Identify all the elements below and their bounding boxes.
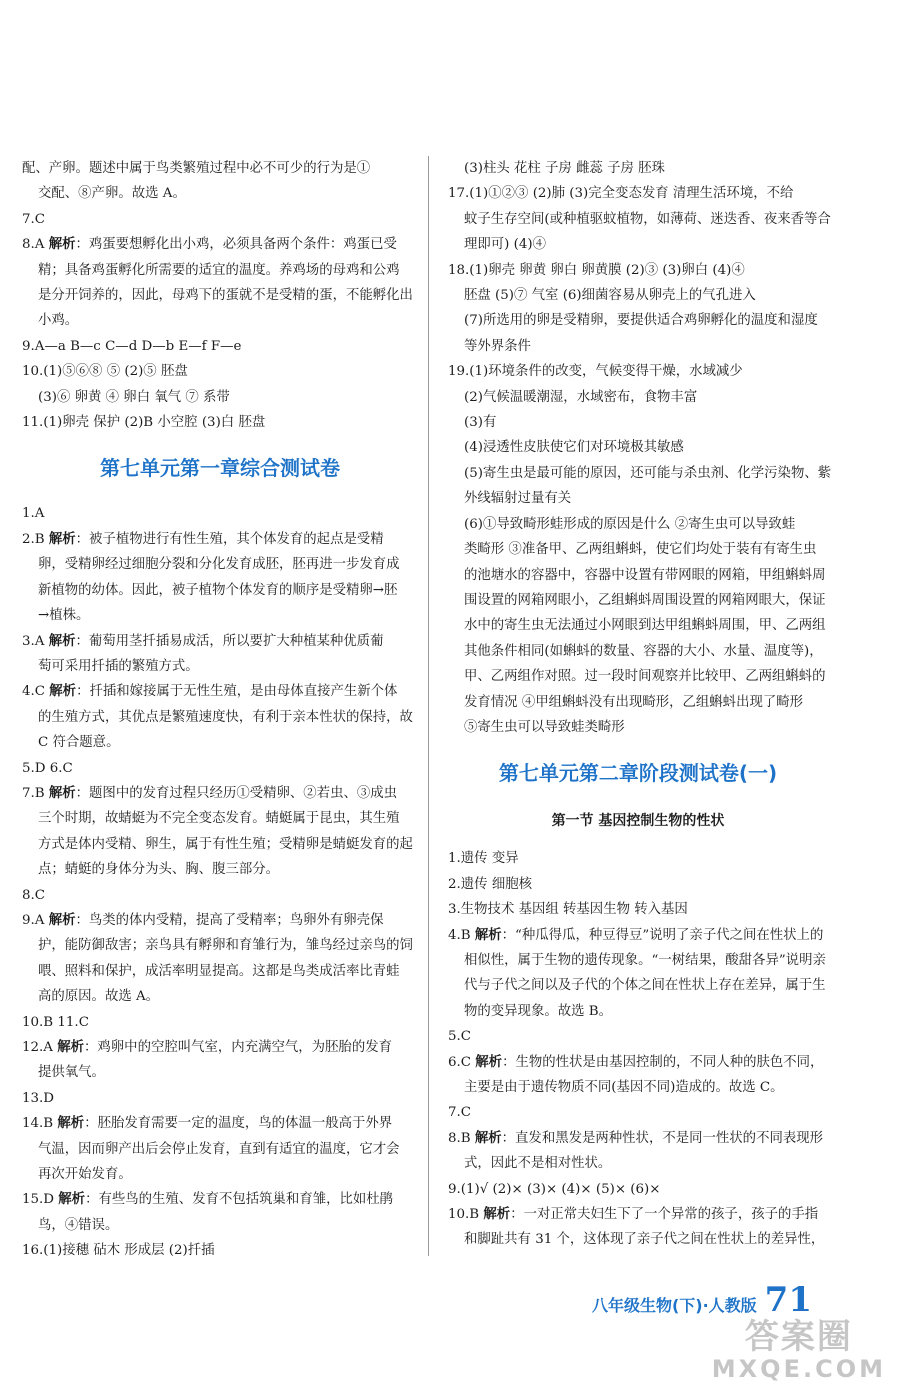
answer-line: →植株。 (38, 608, 90, 624)
answer-line: 5.C (448, 1029, 472, 1045)
answer-line: 13.D (22, 1090, 55, 1106)
answer-line: 甲、乙两组作对照。过一段时间观察并比较甲、乙两组蝌蚪的 (464, 669, 826, 685)
answer-line: 7.C (448, 1105, 472, 1121)
answer-line: 1.遗传 变异 (448, 851, 519, 867)
answer-line: 式，因此不是相对性状。 (464, 1156, 612, 1172)
answer-line: 理即可) (4)④ (464, 237, 547, 253)
watermark-logo (712, 1318, 886, 1382)
answer-line: 11.(1)卵壳 保护 (2)B 小空腔 (3)白 胚盘 (22, 415, 266, 431)
answer-line: 喂、照料和保护，成活率明显提高。这都是鸟类成活率比青蛙 (38, 963, 400, 979)
answer-line: 3.生物技术 基因组 转基因生物 转入基因 (448, 902, 688, 918)
answer-line: 3.A 解析：葡萄用茎扦插易成活，所以要扩大种植某种优质葡 (22, 633, 384, 649)
left-top-answers (22, 156, 418, 435)
analysis-keyword: 解析 (48, 912, 76, 928)
analysis-keyword: 解析 (48, 785, 76, 801)
analysis-keyword: 解析 (49, 684, 77, 700)
answer-line: 8.A 解析：鸡蛋要想孵化出小鸡，必须具备两个条件：鸡蛋已受 (22, 237, 397, 253)
answer-line: 4.B 解析：“种瓜得瓜，种豆得豆”说明了亲子代之间在性状上的 (448, 927, 824, 943)
answer-line: (3)柱头 花柱 子房 雌蕊 子房 胚珠 (464, 161, 665, 176)
answer-line: 卵，受精卵经过细胞分裂和分化发育成胚，胚再进一步发育成 (38, 557, 400, 573)
answer-line: 发育情况 ④甲组蝌蚪没有出现畸形，乙组蝌蚪出现了畸形 (464, 694, 804, 710)
answer-line: 小鸡。 (38, 313, 79, 329)
answer-line: (5)寄生虫是最可能的原因，还可能与杀虫剂、化学污染物、紫 (464, 465, 832, 481)
answer-line: 蚊子生存空间(或种植驱蚊植物，如薄荷、迷迭香、夜来香等合 (464, 211, 831, 227)
answer-line: 6.C 解析：生物的性状是由基因控制的，不同人种的肤色不同， (448, 1054, 824, 1070)
answer-line: 新植物的幼体。因此，被子植物个体发育的顺序是受精卵→胚 (38, 582, 398, 598)
answer-line: 15.D 解析：有些鸟的生殖、发育不包括筑巢和育雏，比如杜鹃 (22, 1192, 394, 1208)
answer-line: C 符合题意。 (38, 735, 120, 751)
answer-line: 的池塘水的容器中，容器中设置有带网眼的网箱，甲组蝌蚪周 (464, 567, 826, 583)
footer-book-label: 八年级生物(下)·人教版 (591, 1296, 757, 1315)
answer-line: 是分开饲养的，因此，母鸡下的蛋就不是受精的蛋，不能孵化出 (38, 288, 413, 304)
answer-line: 方式是体内受精、卵生，属于有性生殖；受精卵是蜻蜓发育的起 (38, 836, 413, 852)
answer-line: 等外界条件 (464, 338, 531, 354)
section-title: 第七单元第二章阶段测试卷(一) (498, 761, 778, 786)
watermark-main-text: 答案圈 (744, 1317, 853, 1357)
answer-line: 5.D 6.C (22, 760, 73, 776)
analysis-keyword: 解析 (474, 927, 502, 943)
answer-line: 气温，因而卵产出后会停止发育，直到有适宜的温度，它才会 (38, 1141, 400, 1157)
left-section-answers (22, 501, 418, 1263)
analysis-keyword: 解析 (57, 1040, 85, 1055)
right-column (448, 156, 832, 1253)
answer-line: 胚盘 (5)⑦ 气室 (6)细菌容易从卵壳上的气孔进入 (464, 288, 756, 304)
answer-line: (4)浸透性皮肤使它们对环境极其敏感 (464, 440, 684, 456)
answer-line: 高的原因。故选 A。 (38, 989, 160, 1005)
answer-line: (7)所选用的卵是受精卵，要提供适合鸡卵孵化的温度和湿度 (464, 313, 818, 329)
subsection-title: 第一节 基因控制生物的性状 (551, 813, 725, 830)
answer-line: 18.(1)卵壳 卵黄 卵白 卵黄膜 (2)③ (3)卵白 (4)④ (448, 262, 745, 278)
answer-line: 围设置的网箱网眼小，乙组蝌蚪周围设置的网箱网眼大，保证 (464, 592, 826, 608)
answer-line: 外线辐射过量有关 (464, 491, 572, 507)
answer-line: 16.(1)接穗 砧木 形成层 (2)扦插 (22, 1243, 215, 1259)
analysis-keyword: 解析 (57, 1116, 85, 1132)
answer-line: 配、产卵。题述中属于鸟类繁殖过程中必不可少的行为是① (22, 161, 371, 176)
answer-line: 8.B 解析：直发和黑发是两种性状，不是同一性状的不同表现形 (448, 1130, 824, 1146)
answer-line: 主要是由于遗传物质不同(基因不同)造成的。故选 C。 (464, 1080, 784, 1095)
answer-line: 9.(1)√ (2)× (3)× (4)× (5)× (6)× (448, 1181, 661, 1197)
answer-line: 代与子代之间以及子代的个体之间在性状上存在差异，属于生 (464, 978, 826, 994)
answer-line: 10.B 解析：一对正常夫妇生下了一个异常的孩子，孩子的手指 (448, 1207, 819, 1223)
section-title: 第七单元第一章综合测试卷 (100, 456, 340, 481)
answer-line: 物的变异现象。故选 B。 (464, 1003, 613, 1019)
answer-line: 护，能防御敌害；亲鸟具有孵卵和育雏行为，雏鸟经过亲鸟的饲 (38, 938, 413, 954)
right-top-answers (448, 156, 832, 740)
answer-line: 水中的寄生虫无法通过小网眼到达甲组蝌蚪周围，甲、乙两组 (464, 618, 826, 634)
answer-line: 7.C (22, 211, 46, 227)
answer-line: 9.A 解析：鸟类的体内受精，提高了受精率；鸟卵外有卵壳保 (22, 912, 384, 928)
column-divider (428, 156, 429, 1256)
answer-line: 萄可采用扦插的繁殖方式。 (38, 658, 199, 674)
analysis-keyword: 解析 (475, 1054, 503, 1070)
answer-line: 和脚趾共有 31 个，这体现了亲子代之间在性状上的差异性， (464, 1232, 825, 1248)
answer-line: 相似性，属于生物的遗传现象。“一树结果，酸甜各异”说明亲 (464, 952, 826, 968)
analysis-keyword: 解析 (58, 1192, 86, 1208)
answer-line: 10.B 11.C (22, 1014, 89, 1030)
analysis-keyword: 解析 (48, 531, 76, 547)
answer-line: 14.B 解析：胚胎发育需要一定的温度，鸟的体温一般高于外界 (22, 1116, 393, 1132)
answer-line: 12.A 解析：鸡卵中的空腔叫气室，内充满空气，为胚胎的发育 (22, 1040, 392, 1055)
analysis-keyword: 解析 (48, 633, 76, 649)
analysis-keyword: 解析 (483, 1207, 511, 1223)
answer-line: 8.C (22, 887, 46, 903)
left-column (22, 156, 418, 1264)
right-section-answers (448, 846, 828, 1253)
answer-line: 17.(1)①②③ (2)肺 (3)完全变态发育 清理生活环境，不给 (448, 186, 794, 202)
answer-line: 9.A—a B—c C—d D—b E—f F—e (22, 338, 242, 354)
answer-line: ⑤寄生虫可以导致蛙类畸形 (464, 719, 625, 735)
answer-line: 7.B 解析：题图中的发育过程只经历①受精卵、②若虫、③成虫 (22, 785, 398, 801)
answer-line: 4.C 解析：扦插和嫁接属于无性生殖，是由母体直接产生新个体 (22, 684, 398, 700)
answer-line: (3)有 (464, 415, 497, 431)
answer-line: 再次开始发育。 (38, 1167, 132, 1183)
answer-line: 交配、⑧产卵。故选 A。 (38, 186, 186, 202)
answer-line: 19.(1)环境条件的改变，气候变得干燥，水域减少 (448, 364, 743, 380)
answer-line: 三个时期，故蜻蜓为不完全变态发育。蜻蜓属于昆虫，其生殖 (38, 811, 400, 827)
answer-line: 类畸形 ③准备甲、乙两组蝌蚪，使它们均处于装有有寄生虫 (464, 542, 817, 558)
answer-line: 鸟，④错误。 (38, 1217, 119, 1233)
answer-line: (6)①导致畸形蛙形成的原因是什么 ②寄生虫可以导致蛙 (464, 516, 796, 532)
answer-line: 2.B 解析：被子植物进行有性生殖，其个体发育的起点是受精 (22, 531, 384, 547)
answer-line: 点；蜻蜓的身体分为头、胸、腹三部分。 (38, 862, 280, 878)
answer-line: 的生殖方式，其优点是繁殖速度快，有利于亲本性状的保持，故 (38, 709, 413, 725)
answer-line: 其他条件相同(如蝌蚪的数量、容器的大小、水量、温度等)， (464, 643, 823, 659)
analysis-keyword: 解析 (474, 1130, 502, 1146)
answer-line: 精；具备鸡蛋孵化所需要的适宜的温度。养鸡场的母鸡和公鸡 (38, 262, 400, 278)
answer-line: 1.A (22, 506, 45, 522)
analysis-keyword: 解析 (48, 237, 76, 253)
answer-line: (2)气候温暖潮湿，水域密布，食物丰富 (464, 389, 698, 405)
watermark-site-text: MXQE.COM (711, 1355, 886, 1383)
answer-line: 10.(1)⑤⑥⑧ ⑤ (2)⑤ 胚盘 (22, 364, 188, 380)
page-footer (592, 1280, 812, 1320)
answer-line: 2.遗传 细胞核 (448, 876, 532, 892)
answer-line: (3)⑥ 卵黄 ④ 卵白 氧气 ⑦ 系带 (38, 389, 230, 405)
answer-line: 提供氧气。 (38, 1065, 105, 1081)
page-number: 71 (764, 1280, 812, 1320)
